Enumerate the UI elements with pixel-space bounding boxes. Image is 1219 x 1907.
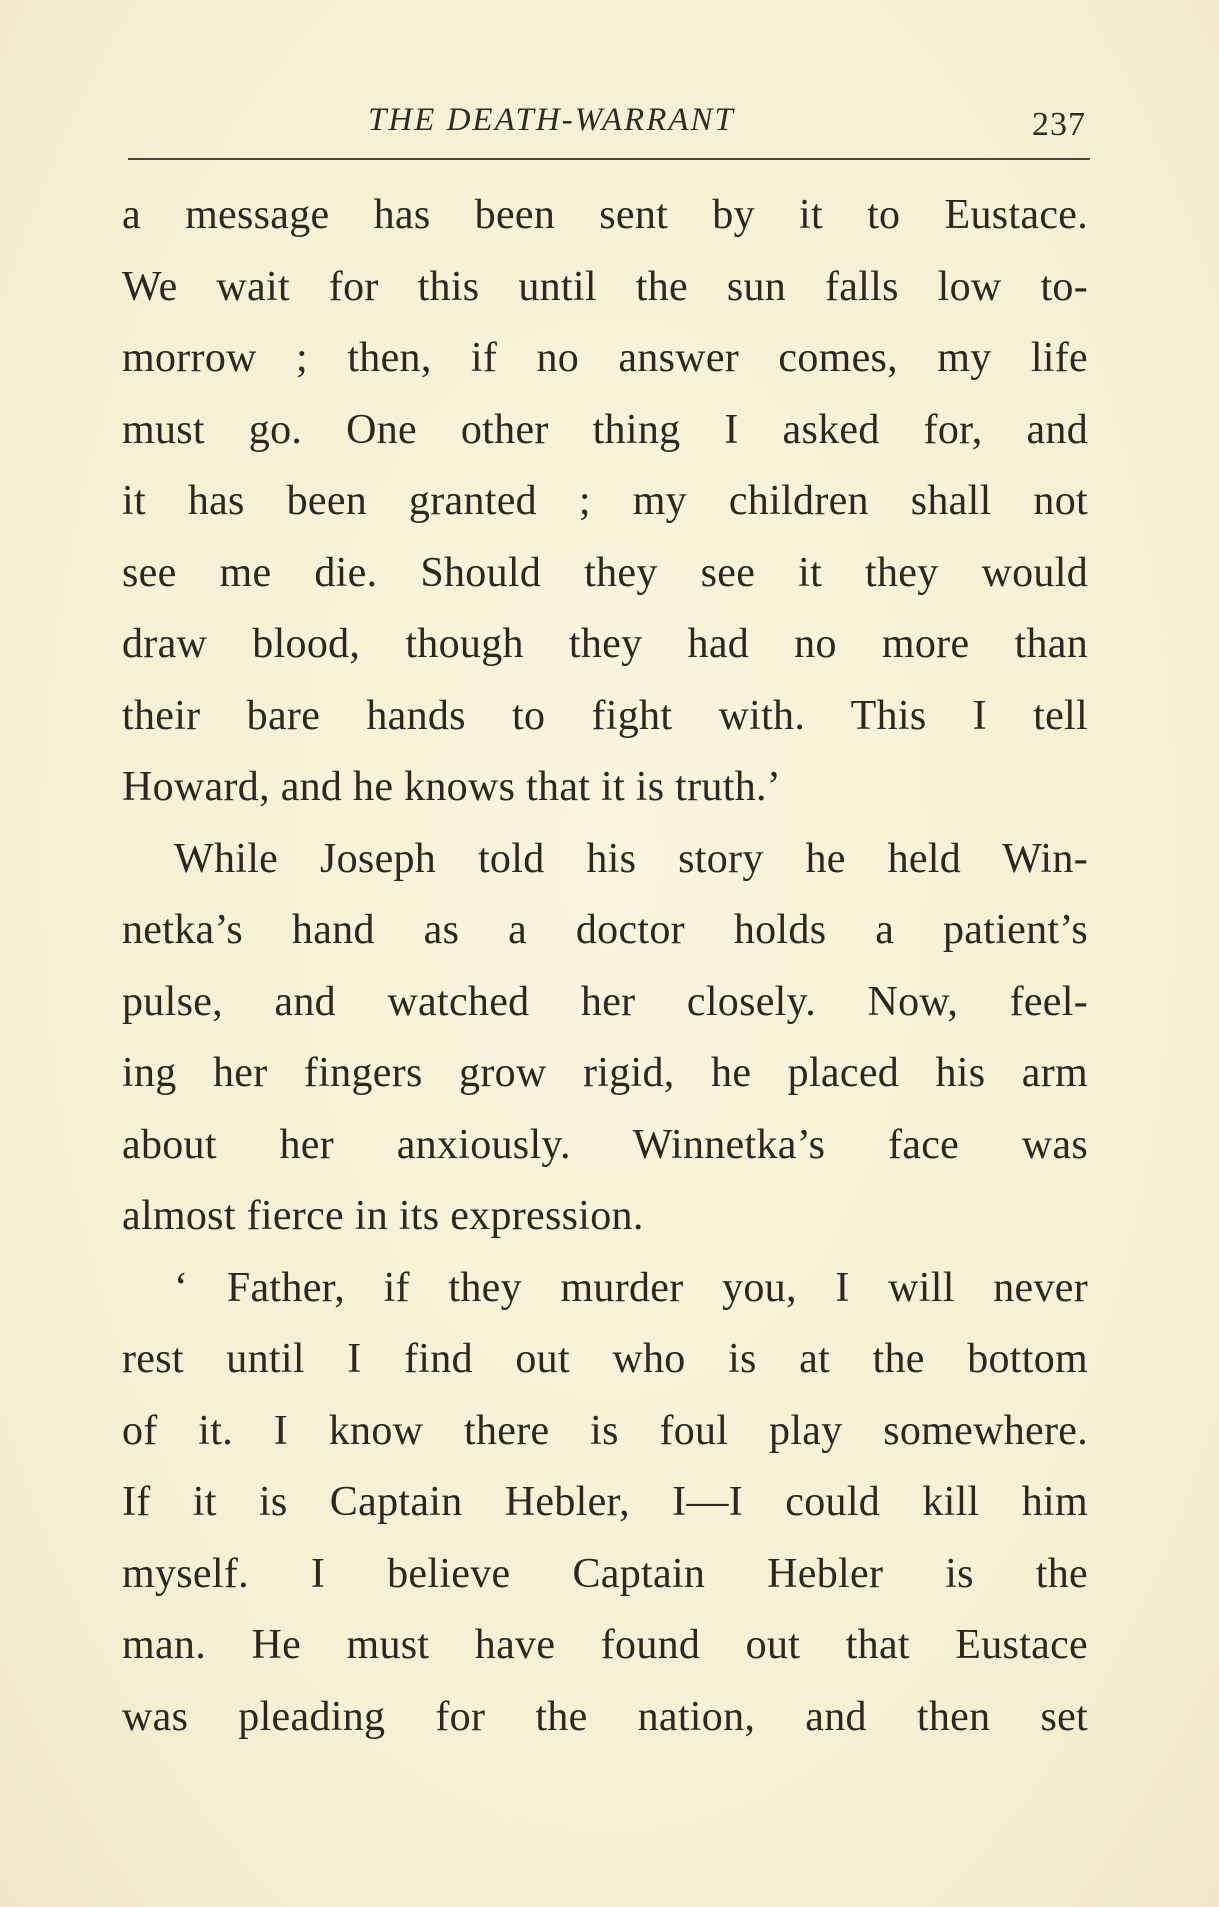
body-text [122, 180, 1088, 1753]
text-line: a message has been sent by it to Eustace. [122, 192, 1088, 238]
text-line: about her anxiously. Winnetka’s face was [122, 1121, 1088, 1168]
text-line: netka’s hand as a doctor holds a patient’s [122, 907, 1088, 953]
text-line: Howard, and he knows that it is truth.’ [122, 764, 782, 810]
text-line: rest until I find out who is at the bottom [122, 1336, 1088, 1382]
text-line: ‘ Father, if they murder you, I will never [174, 1264, 1088, 1311]
running-head [128, 96, 1094, 156]
text-line: We wait for this until the sun falls low to- [122, 263, 1088, 310]
text-line: of it. I know there is foul play somewhere. [122, 1407, 1088, 1454]
text-line: ing her fingers grow rigid, he placed his arm [122, 1050, 1088, 1096]
text-line: pulse, and watched her closely. Now, feel- [122, 978, 1088, 1025]
running-title: THE DEATH-WARRANT [368, 102, 735, 138]
header-rule [128, 158, 1090, 160]
text-line: see me die. Should they see it they would [122, 549, 1088, 596]
text-line: myself. I believe Captain Hebler is the [122, 1550, 1088, 1597]
text-line: almost fierce in its expression. [122, 1193, 644, 1239]
text-line: While Joseph told his story he held Win- [174, 835, 1088, 882]
page-number: 237 [1032, 106, 1086, 143]
text-line: it has been granted ; my children shall not [122, 478, 1088, 524]
text-line: morrow ; then, if no answer comes, my life [122, 335, 1088, 381]
text-line: must go. One other thing I asked for, and [122, 406, 1088, 453]
text-line: draw blood, though they had no more than [122, 621, 1088, 667]
text-line: their bare hands to fight with. This I tell [122, 692, 1088, 739]
text-line: man. He must have found out that Eustace [122, 1622, 1088, 1668]
text-line: was pleading for the nation, and then set [122, 1693, 1088, 1740]
text-line: If it is Captain Hebler, I—I could kill him [122, 1479, 1088, 1525]
